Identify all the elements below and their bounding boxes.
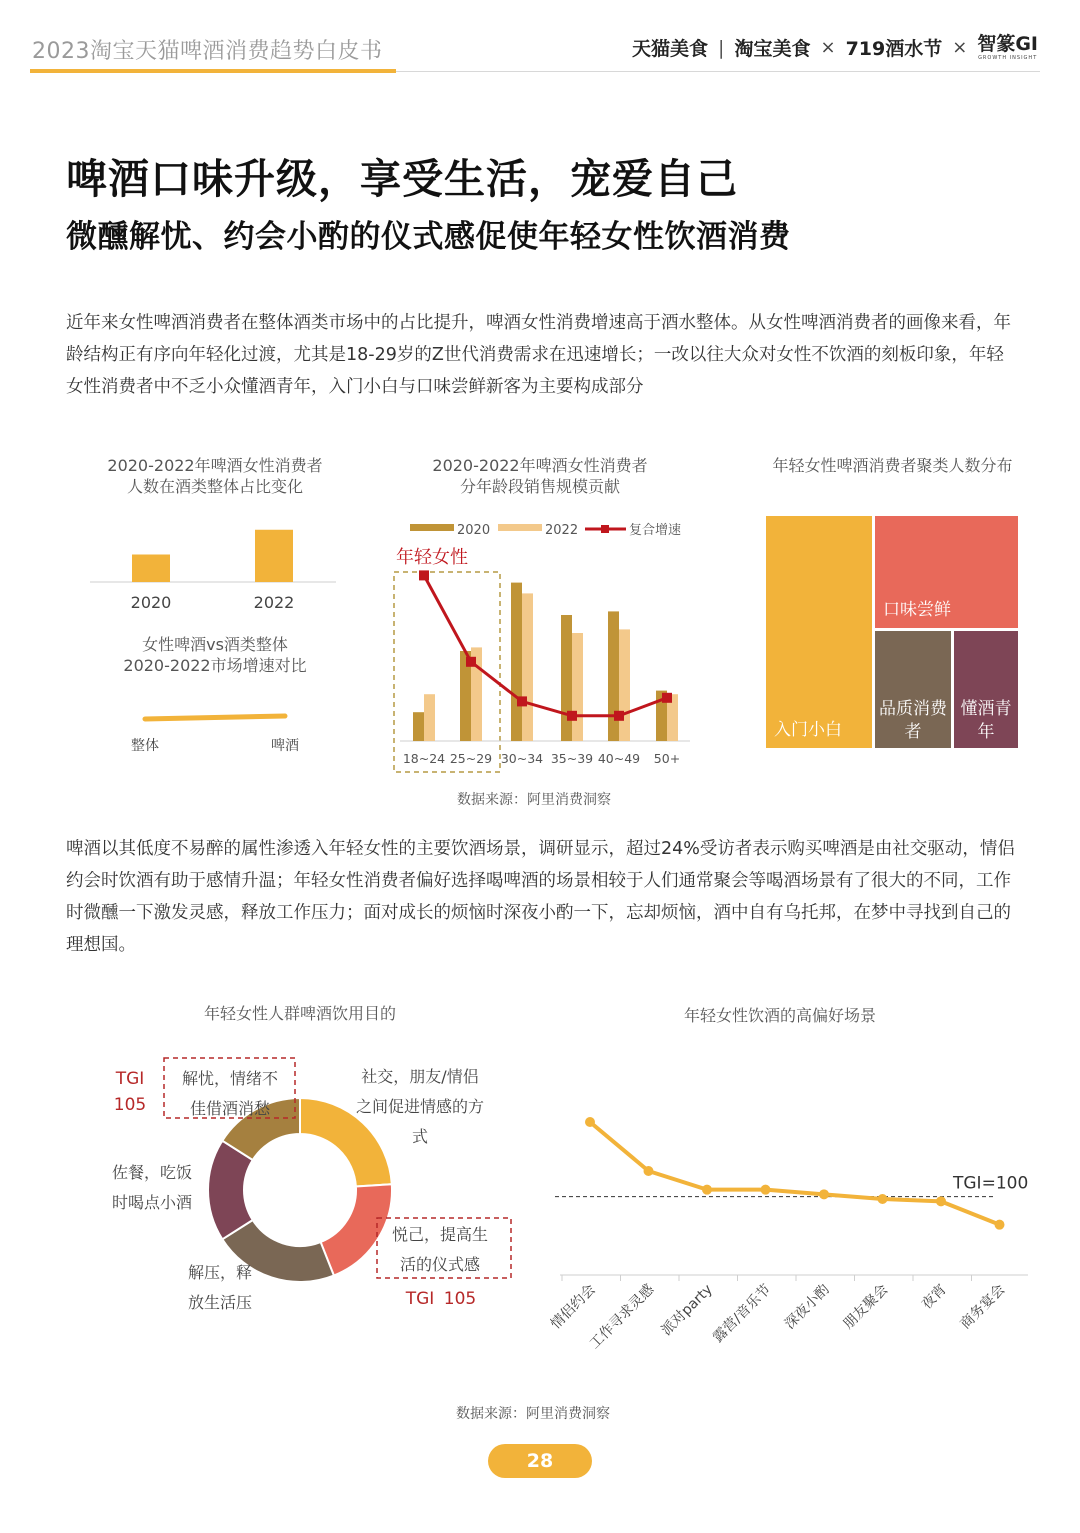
chart4-slice-label-line: 时喝点小酒 xyxy=(111,1193,193,1212)
legend-swatch-2022 xyxy=(498,524,542,531)
chart1-title xyxy=(70,455,360,497)
treemap-cell-label: 懂酒青年 xyxy=(960,699,1012,742)
chart2-growth-point xyxy=(466,657,476,667)
chart1b-title xyxy=(70,634,360,676)
chart2-bar-2022 xyxy=(424,694,435,741)
chart3-title: 年轻女性啤酒消费者聚类人数分布 xyxy=(772,456,1013,475)
chart4-slice-label xyxy=(392,1225,488,1274)
treemap-cell-label: 品质消费者 xyxy=(879,699,947,742)
treemap-cell-taste-trier xyxy=(875,516,1018,628)
header-title: 2023淘宝天猫啤酒消费趋势白皮书 xyxy=(32,39,383,64)
chart2-tick-label: 50+ xyxy=(653,751,681,766)
chart4-slice-label xyxy=(182,1069,278,1118)
chart2-bar-2020 xyxy=(413,712,424,741)
brand-cross-icon: × xyxy=(820,37,836,58)
brand-tmall-food: 天猫美食 xyxy=(632,38,709,60)
chart1b-title-line2: 2020-2022市场增速对比 xyxy=(123,656,307,675)
scenario-paragraph: 啤酒以其低度不易醉的属性渗透入年轻女性的主要饮酒场景，调研显示，超过24%受访者表示购买啤酒是由社交驱动，情侣约会时饮酒有助于感情升温；年轻女性消费者偏好选择喝啤酒的场景相较于人们通常聚会等喝酒场景有了很大的不同，工作时微醺一下激发灵感，释放工作压力；面对成长的烦恼时深夜小酌一下，忘却烦恼，酒中自有乌托邦，在梦中寻找到自己的理想国。 xyxy=(66,839,1015,955)
chart4-slice-label-line: 悦己，提高生 xyxy=(391,1225,489,1244)
page-number-badge: 28 xyxy=(488,1444,592,1478)
chart4-donut-chart xyxy=(100,1050,530,1330)
chart4-slice-label-line: 佐餐，吃饭 xyxy=(111,1163,193,1182)
chart2-age-bar-chart xyxy=(390,515,700,780)
chart5-reference-label: TGI=100 xyxy=(953,1173,1029,1194)
chart4-slice-label xyxy=(112,1163,192,1212)
treemap-cell-label: 口味尝鲜 xyxy=(883,600,951,620)
chart1-tick-label: 2022 xyxy=(253,593,295,612)
chart1-title-line1: 2020-2022年啤酒女性消费者 xyxy=(107,456,323,475)
treemap-cell-connoisseur xyxy=(954,631,1018,748)
chart3-treemap xyxy=(766,516,1018,748)
chart2-bar-2022 xyxy=(522,593,533,741)
brand-gi-name: 智篆GI xyxy=(977,32,1038,55)
chart1-bar-chart xyxy=(80,510,350,620)
chart5-data-point xyxy=(936,1196,946,1206)
treemap-cell-label: 入门小白 xyxy=(774,720,842,740)
treemap-cell-beginner xyxy=(766,516,872,748)
chart2-tick-label: 18~24 xyxy=(402,751,446,766)
chart5-tick-label: 派对party xyxy=(658,1281,716,1339)
page-subtitle: 微醺解忧、约会小酌的仪式感促使年轻女性饮酒消费 xyxy=(66,219,791,255)
legend-swatch-2020 xyxy=(410,524,454,531)
chart5-tick-label: 夜宵 xyxy=(918,1281,950,1313)
header-accent-underline xyxy=(30,69,396,73)
chart5-title: 年轻女性饮酒的高偏好场景 xyxy=(683,1006,876,1025)
chart4-slice-label-line: 社交，朋友/情侣 xyxy=(361,1067,479,1086)
chart2-source: 数据来源：阿里消费洞察 xyxy=(457,792,611,808)
chart5-tick-label: 工作寻求灵感 xyxy=(586,1281,658,1353)
legend-marker-growth xyxy=(601,525,609,533)
chart2-bar-2022 xyxy=(572,633,583,741)
chart4-tgi-label: TGI xyxy=(405,1289,435,1309)
chart4-tgi-label: TGI xyxy=(115,1069,145,1089)
chart4-slice-label-line: 式 xyxy=(411,1127,429,1146)
chart4-title: 年轻女性人群啤酒饮用目的 xyxy=(203,1004,396,1023)
chart5-data-point xyxy=(644,1166,654,1176)
chart2-growth-point xyxy=(419,570,429,580)
chart1b-tick-label: 整体 xyxy=(131,738,159,754)
intro-paragraph: 近年来女性啤酒消费者在整体酒类市场中的占比提升，啤酒女性消费增速高于酒水整体。从女性啤酒消费者的画像来看，年龄结构正有序向年轻化过渡，尤其是18-29岁的Z世代消费需求在迅速增长；一改以往大众对女性不饮酒的刻板印象，年轻女性消费者中不乏小众懂酒青年，入门小白与口味尝鲜新客为主要构成部分 xyxy=(66,313,1011,397)
brand-gi-subtitle: GROWTH INSIGHT xyxy=(978,54,1038,61)
brand-cross-icon: × xyxy=(952,37,968,58)
chart4-slice-label-line: 解忧，情绪不 xyxy=(181,1069,279,1088)
brand-719-festival: 719酒水节 xyxy=(845,38,943,60)
chart2-growth-point xyxy=(614,711,624,721)
chart2-tick-label: 40~49 xyxy=(597,751,641,766)
chart4-tgi-value: 105 xyxy=(113,1095,147,1115)
chart1b-tick-label: 啤酒 xyxy=(271,738,299,754)
legend-label-2022: 2022 xyxy=(545,523,579,538)
chart4-slice-label-line: 活的仪式感 xyxy=(399,1255,481,1274)
chart4-slice-label-line: 放生活压 xyxy=(187,1293,253,1312)
chart1b-title-line1: 女性啤酒vs酒类整体 xyxy=(142,635,288,654)
chart5-data-point xyxy=(585,1117,595,1127)
chart2-growth-point xyxy=(517,696,527,706)
chart2-bar-2020 xyxy=(561,615,572,741)
chart5-data-point xyxy=(761,1185,771,1195)
chart4-slice-label-line: 佳借酒消愁 xyxy=(189,1099,271,1118)
chart4-donut-slice xyxy=(321,1184,392,1275)
chart4-slice-label xyxy=(356,1067,484,1146)
chart5-data-point xyxy=(995,1220,1005,1230)
chart5-data-point xyxy=(819,1189,829,1199)
chart2-title xyxy=(395,455,685,497)
chart4-tgi-value: 105 xyxy=(443,1289,477,1309)
treemap-cell-quality-consumer xyxy=(875,631,951,748)
brand-separator: | xyxy=(718,36,725,59)
chart2-bar-2022 xyxy=(619,629,630,741)
chart1b-growth-line xyxy=(100,690,330,760)
chart1b-series-line xyxy=(145,716,285,719)
chart5-tgi-line-chart xyxy=(540,1060,1040,1390)
legend-label-2020: 2020 xyxy=(457,523,491,538)
young-women-highlight-label: 年轻女性 xyxy=(396,547,468,568)
chart5-tick-label: 露营/音乐节 xyxy=(710,1281,775,1346)
chart2-growth-point xyxy=(567,711,577,721)
chart5-tick-label: 情侣约会 xyxy=(547,1281,599,1333)
chart5-source: 数据来源：阿里消费洞察 xyxy=(456,1406,610,1422)
page-title: 啤酒口味升级，享受生活，宠爱自己 xyxy=(66,155,738,203)
chart4-slice-label-line: 之间促进情感的方 xyxy=(355,1097,485,1116)
legend-label-growth: 复合增速 xyxy=(629,523,682,538)
chart1-title-line2: 人数在酒类整体占比变化 xyxy=(126,477,303,496)
chart5-data-point xyxy=(878,1194,888,1204)
chart2-growth-point xyxy=(662,693,672,703)
chart2-tick-label: 25~29 xyxy=(449,751,493,766)
chart5-tick-label: 朋友聚会 xyxy=(840,1281,892,1333)
chart2-tick-label: 30~34 xyxy=(500,751,544,766)
chart2-title-line2: 分年龄段销售规模贡献 xyxy=(459,477,620,496)
header-brand-logos xyxy=(632,34,1038,61)
chart2-bar-2020 xyxy=(511,583,522,741)
chart2-bar-2020 xyxy=(608,611,619,741)
brand-taobao-food: 淘宝美食 xyxy=(734,38,811,60)
chart1-bar xyxy=(255,530,293,582)
chart5-tick-label: 深夜小酌 xyxy=(781,1281,833,1333)
chart5-tick-label: 商务宴会 xyxy=(957,1281,1009,1333)
chart2-title-line1: 2020-2022年啤酒女性消费者 xyxy=(432,456,648,475)
chart2-tick-label: 35~39 xyxy=(550,751,594,766)
brand-growth-insight-logo xyxy=(977,32,1038,61)
header-divider xyxy=(396,71,1040,72)
chart1-bar xyxy=(132,555,170,583)
chart1-tick-label: 2020 xyxy=(130,593,172,612)
chart4-slice-label-line: 解压，释 xyxy=(187,1263,253,1282)
chart5-data-point xyxy=(702,1185,712,1195)
chart4-slice-label xyxy=(188,1263,252,1312)
